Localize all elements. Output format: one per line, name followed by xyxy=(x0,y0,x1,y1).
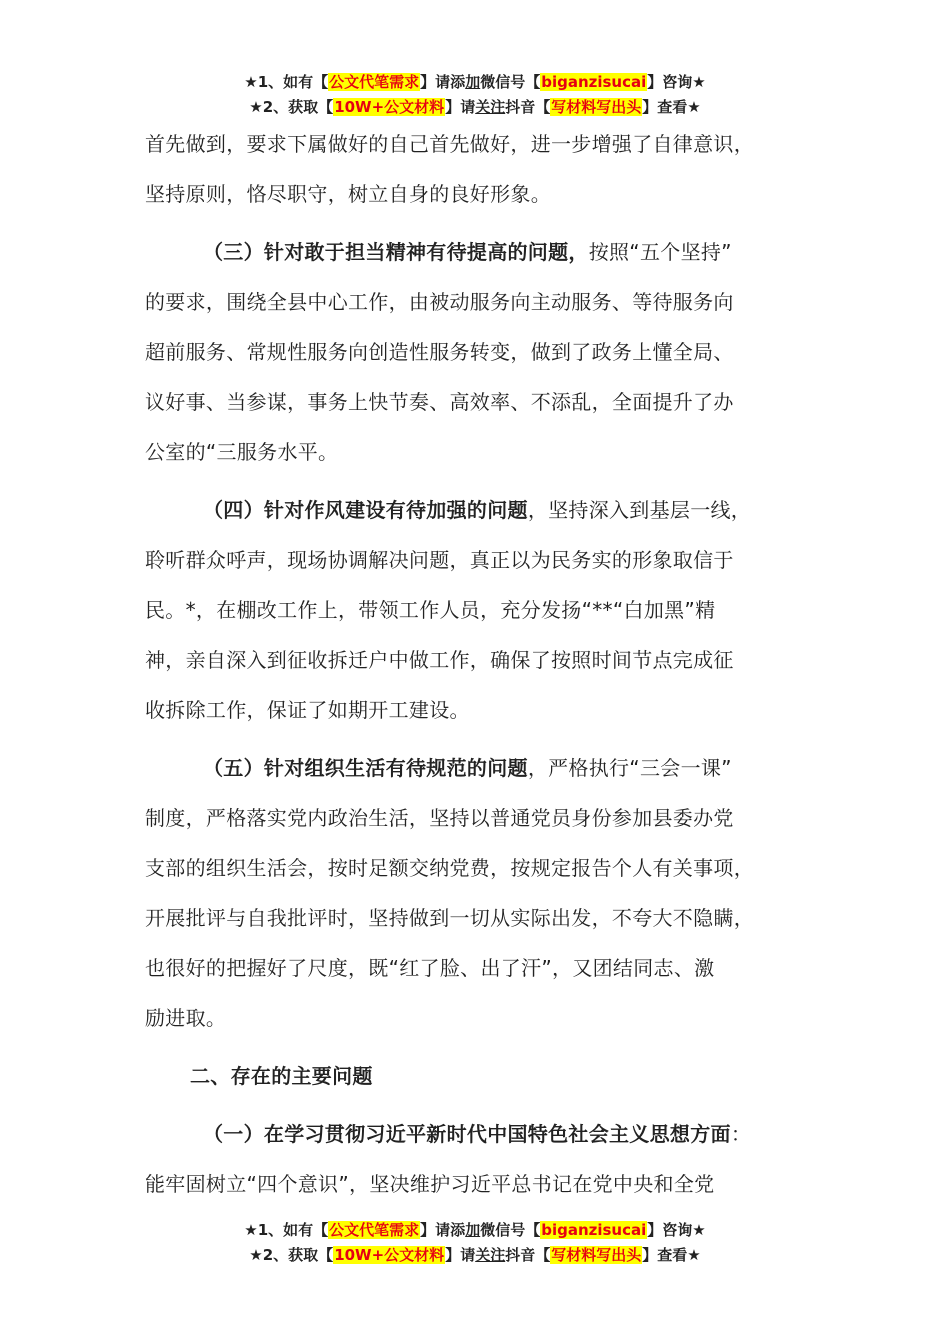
text-line xyxy=(145,485,835,535)
banner-text: 】请 xyxy=(445,98,476,116)
text-line: 议好事、当参谋，事务上快节奏、高效率、不添乱，全面提升了办 xyxy=(145,390,734,414)
banner-highlight: 公文代笔需求 xyxy=(329,73,420,91)
text-line: 励进取。 xyxy=(145,1006,227,1030)
banner-text: 】咨询★ xyxy=(647,1221,706,1239)
paragraph-1 xyxy=(145,119,835,219)
banner-text: 微信号【 xyxy=(480,1221,541,1239)
text-line: 神，亲自深入到征收拆迁户中做工作，确保了按照时间节点完成征 xyxy=(145,648,734,672)
banner-text: 】请 xyxy=(445,1246,476,1264)
text-line: 首先做到，要求下属做好的自己首先做好，进一步增强了自律意识， xyxy=(145,132,754,156)
text-line: 公室的“三服务水平。 xyxy=(145,440,339,464)
text-line xyxy=(145,227,835,277)
banner-highlight: 写材料写出头 xyxy=(551,1246,642,1264)
banner-underline: 关注 xyxy=(475,1246,506,1264)
banner-highlight: 公文代笔需求 xyxy=(329,1221,420,1239)
paragraph-4 xyxy=(145,743,835,1043)
text-line: 也很好的把握好了尺度，既“红了脸、出了汗”，又团结同志、激 xyxy=(145,956,715,980)
banner-underline: 关注 xyxy=(475,98,506,116)
banner-line-2 xyxy=(0,95,950,120)
banner-text: ★2、获取【 xyxy=(249,98,334,116)
document-body xyxy=(145,119,835,1217)
text-line: 民。*，在棚改工作上，带领工作人员，充分发扬“**“白加黑”精 xyxy=(145,598,716,622)
banner-text: ★2、获取【 xyxy=(249,1246,334,1264)
text-line xyxy=(145,743,835,793)
banner-line-2 xyxy=(0,1243,950,1268)
text-span: ，严格执行“三会一课” xyxy=(527,756,732,780)
paragraph-3 xyxy=(145,485,835,735)
banner-underline: 加 xyxy=(465,1221,481,1239)
banner-highlight: biganzisucai xyxy=(541,1221,647,1239)
text-line: 聆听群众呼声，现场协调解决问题，真正以为民务实的形象取信于 xyxy=(145,548,734,572)
text-line: 坚持原则，恪尽职守，树立自身的良好形象。 xyxy=(145,182,551,206)
text-line: 的要求，围绕全县中心工作，由被动服务向主动服务、等待服务向 xyxy=(145,290,734,314)
text-line: 超前服务、常规性服务向创造性服务转变，做到了政务上懂全局、 xyxy=(145,340,734,364)
banner-text: 】查看★ xyxy=(642,98,701,116)
text-line: 收拆除工作，保证了如期开工建设。 xyxy=(145,698,470,722)
banner-text: ★1、如有【 xyxy=(244,1221,329,1239)
banner-highlight: 10W+公文材料 xyxy=(334,1246,445,1264)
banner-highlight: 10W+公文材料 xyxy=(334,98,445,116)
banner-highlight: biganzisucai xyxy=(541,73,647,91)
paragraph-lead: （四）针对作风建设有待加强的问题 xyxy=(203,498,528,522)
banner-text: 】请添 xyxy=(420,73,466,91)
paragraph-5 xyxy=(145,1109,835,1209)
banner-underline: 加 xyxy=(465,73,481,91)
banner-highlight: 写材料写出头 xyxy=(551,98,642,116)
banner-text: 抖音【 xyxy=(505,98,551,116)
text-line: 能牢固树立“四个意识”，坚决维护习近平总书记在党中央和全党 xyxy=(145,1172,715,1196)
heading-text: 二、存在的主要问题 xyxy=(190,1064,373,1088)
paragraph-lead: （五）针对组织生活有待规范的问题 xyxy=(203,756,528,780)
text-line: 开展批评与自我批评时，坚持做到一切从实际出发，不夸大不隐瞒， xyxy=(145,906,754,930)
banner-line-1 xyxy=(0,70,950,95)
paragraph-lead: （三）针对敢于担当精神有待提高的问题， xyxy=(203,240,589,264)
paragraph-lead: （一）在学习贯彻习近平新时代中国特色社会主义思想方面 xyxy=(203,1122,731,1146)
banner-text: 微信号【 xyxy=(480,73,541,91)
footer-banner xyxy=(0,1218,950,1268)
text-span: 按照“五个坚持” xyxy=(588,240,732,264)
text-line: 制度，严格落实党内政治生活，坚持以普通党员身份参加县委办党 xyxy=(145,806,734,830)
section-heading xyxy=(145,1051,835,1101)
banner-text: 】查看★ xyxy=(642,1246,701,1264)
text-span: ，坚持深入到基层一线， xyxy=(527,498,752,522)
text-span: ： xyxy=(730,1122,752,1146)
text-line xyxy=(145,1109,835,1159)
paragraph-2 xyxy=(145,227,835,477)
banner-line-1 xyxy=(0,1218,950,1243)
banner-text: 】咨询★ xyxy=(647,73,706,91)
banner-text: ★1、如有【 xyxy=(244,73,329,91)
text-line: 支部的组织生活会，按时足额交纳党费，按规定报告个人有关事项， xyxy=(145,856,754,880)
banner-text: 】请添 xyxy=(420,1221,466,1239)
banner-text: 抖音【 xyxy=(505,1246,551,1264)
header-banner xyxy=(0,70,950,120)
